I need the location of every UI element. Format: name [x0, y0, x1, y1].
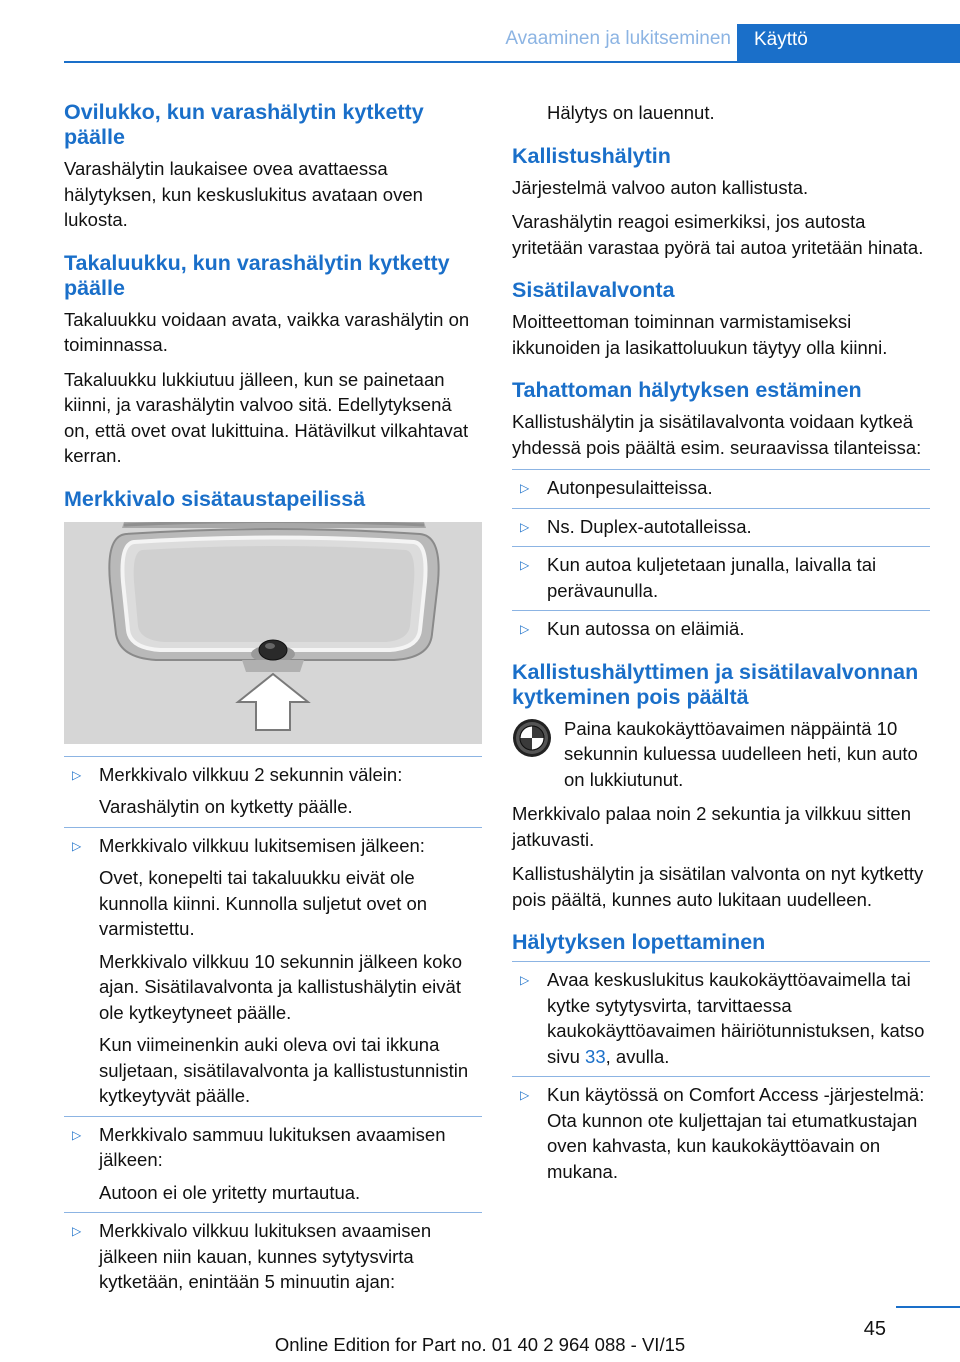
footer-edition: Online Edition for Part no. 01 40 2 964 088 - VI/15 [274, 1334, 686, 1355]
list-item-subtext: Varashälytin on kytketty päälle. [99, 796, 353, 817]
right-column [512, 100, 930, 1191]
list-item-text-part: , avulla. [605, 1045, 670, 1067]
paragraph: Moitteettoman toiminnan varmistamiseksi ikkunoiden ja lasikattoluukun täytyy olla kiinni. [512, 311, 888, 358]
list-item [512, 469, 930, 501]
triangle-bullet-icon: ▷ [72, 1127, 82, 1142]
list-item [512, 1076, 930, 1184]
triangle-bullet-icon: ▷ [520, 1088, 530, 1102]
list-item-text: Merkkivalo vilkkuu lukituksen avaamisen jälkeen niin kauan, kunnes sytytysvirta kytketään, enintään 5 minuutin ajan: [99, 1220, 432, 1292]
paragraph: Kallistushälytin ja sisätilavalvonta voidaan kytkeä yhdessä pois päältä esim. seuraavissa tilanteissa: [512, 411, 922, 458]
list-item-text [547, 967, 930, 1069]
paragraph: Merkkivalo palaa noin 2 sekuntia ja vilkkuu sitten jatkuvasti. [512, 803, 911, 850]
list-item [512, 610, 930, 642]
list-item-text-part: Avaa keskuslukitus kaukokäyttöavaimella tai kytke sytytysvirta, tarvittaessa kaukokäyttöavaimen häiriötunnistuksen, katso sivu [547, 969, 925, 1067]
triangle-bullet-icon: ▷ [72, 1224, 82, 1238]
list-item [512, 546, 930, 603]
stop-alarm-list [512, 961, 930, 1184]
heading-tilt-alarm: Kallistushälytin [512, 143, 671, 168]
paragraph: Takaluukku voidaan avata, vaikka varashälytin on toiminnassa. [64, 308, 470, 355]
list-item [512, 961, 930, 1069]
paragraph: Varashälytin laukaisee ovea avattaessa hälytyksen, kun keskuslukitus avataan oven lukosta. [64, 158, 423, 230]
mirror-figure [64, 522, 482, 744]
list-item [64, 1116, 482, 1206]
triangle-bullet-icon: ▷ [72, 767, 82, 782]
heading-false-alarm: Tahattoman hälytyksen estäminen [512, 378, 862, 402]
list-item-text: Autonpesulaitteissa. [547, 477, 713, 498]
paragraph: Varashälytin reagoi esimerkiksi, jos autosta yritetään varastaa pyörä tai autoa yritetään hinata. [512, 211, 924, 258]
triangle-bullet-icon: ▷ [520, 622, 530, 636]
list-item [64, 756, 482, 820]
situation-list [512, 469, 930, 642]
page-number: 45 [863, 1318, 886, 1340]
list-item [64, 1212, 482, 1295]
list-item-text: Kun autoa kuljetetaan junalla, laivalla tai perävaunulla. [547, 554, 877, 601]
header-rule [64, 61, 960, 63]
list-item-subtext: Ovet, konepelti tai takaluukku eivät ole kunnolla kiinni. Kunnolla suljetut ovet on varmistettu. [99, 867, 428, 939]
bmw-key-icon [512, 718, 552, 758]
list-item-subtext: Kun viimeinenkin auki oleva ovi tai ikkuna suljetaan, sisätilavalvonta ja kallistustunnistin kytkeytyvät päälle. [99, 1034, 469, 1106]
list-item [64, 827, 482, 1109]
indicator-list [64, 756, 482, 1295]
list-item-subtext: Merkkivalo vilkkuu 10 sekunnin jälkeen koko ajan. Sisätilavalvonta ja kallistushälytin eivät ole kytkeytyneet päälle. [99, 950, 462, 1023]
triangle-bullet-icon: ▷ [520, 519, 530, 534]
heading-door-lock: Ovilukko, kun varashälytin kytketty päälle [64, 100, 424, 149]
list-item-text: Ns. Duplex-autotalleissa. [547, 515, 752, 537]
list-item-text: Merkkivalo vilkkuu 2 sekunnin välein: [99, 763, 403, 785]
paragraph: Kallistushälytin ja sisätilan valvonta on nyt kytketty pois päältä, kunnes auto lukitaan uudelleen. [512, 863, 924, 910]
list-item-text: Kun käytössä on Comfort Access -järjestelmä: Ota kunnon ote kuljettajan tai etumatkustajan oven kahvasta, kun kaukokäyttöavain on mukana. [547, 1084, 925, 1182]
triangle-bullet-icon: ▷ [520, 558, 530, 572]
header-chapter-tab[interactable]: Käyttö [737, 24, 960, 61]
list-item [512, 508, 930, 540]
left-column [64, 100, 482, 1302]
rearview-mirror-illustration [64, 522, 482, 744]
paragraph: Järjestelmä valvoo auton kallistusta. [512, 176, 809, 198]
triangle-bullet-icon: ▷ [72, 838, 82, 853]
heading-tailgate: Takaluukku, kun varashälytin kytketty päälle [64, 250, 450, 300]
list-item-subtext: Autoon ei ole yritetty murtautua. [99, 1181, 361, 1203]
paragraph: Takaluukku lukkiutuu jälleen, kun se painetaan kiinni, ja varashälytin valvoo sitä. Edellytyksenä on, että ovet ovat lukittuina. Hätävilkut vilkahtavat kerran. [64, 368, 469, 466]
heading-stop-alarm: Hälytyksen lopettaminen [512, 930, 766, 954]
list-item-text: Merkkivalo vilkkuu lukitsemisen jälkeen: [99, 834, 425, 856]
triangle-bullet-icon: ▷ [520, 481, 530, 495]
triangle-bullet-icon: ▷ [520, 973, 530, 987]
heading-indicator-light: Merkkivalo sisätaustapeilissä [64, 486, 366, 511]
page-link[interactable]: 33 [585, 1045, 606, 1067]
list-item-text: Kun autossa on eläimiä. [547, 618, 745, 639]
continued-subtext: Hälytys on lauennut. [547, 102, 715, 123]
list-item-text: Merkkivalo sammuu lukituksen avaamisen jälkeen: [99, 1123, 446, 1170]
heading-disable-monitoring: Kallistushälyttimen ja sisätilavalvonnan kytkeminen pois päältä [512, 659, 919, 709]
heading-interior-monitoring: Sisätilavalvonta [512, 278, 675, 302]
key-instruction [512, 716, 930, 793]
paragraph: Paina kaukokäyttöavaimen näppäintä 10 sekunnin kuluessa uudelleen heti, kun auto on lukkiutunut. [564, 717, 918, 790]
header-section-title: Avaaminen ja lukitseminen [505, 28, 731, 49]
footer-rule [896, 1306, 960, 1308]
